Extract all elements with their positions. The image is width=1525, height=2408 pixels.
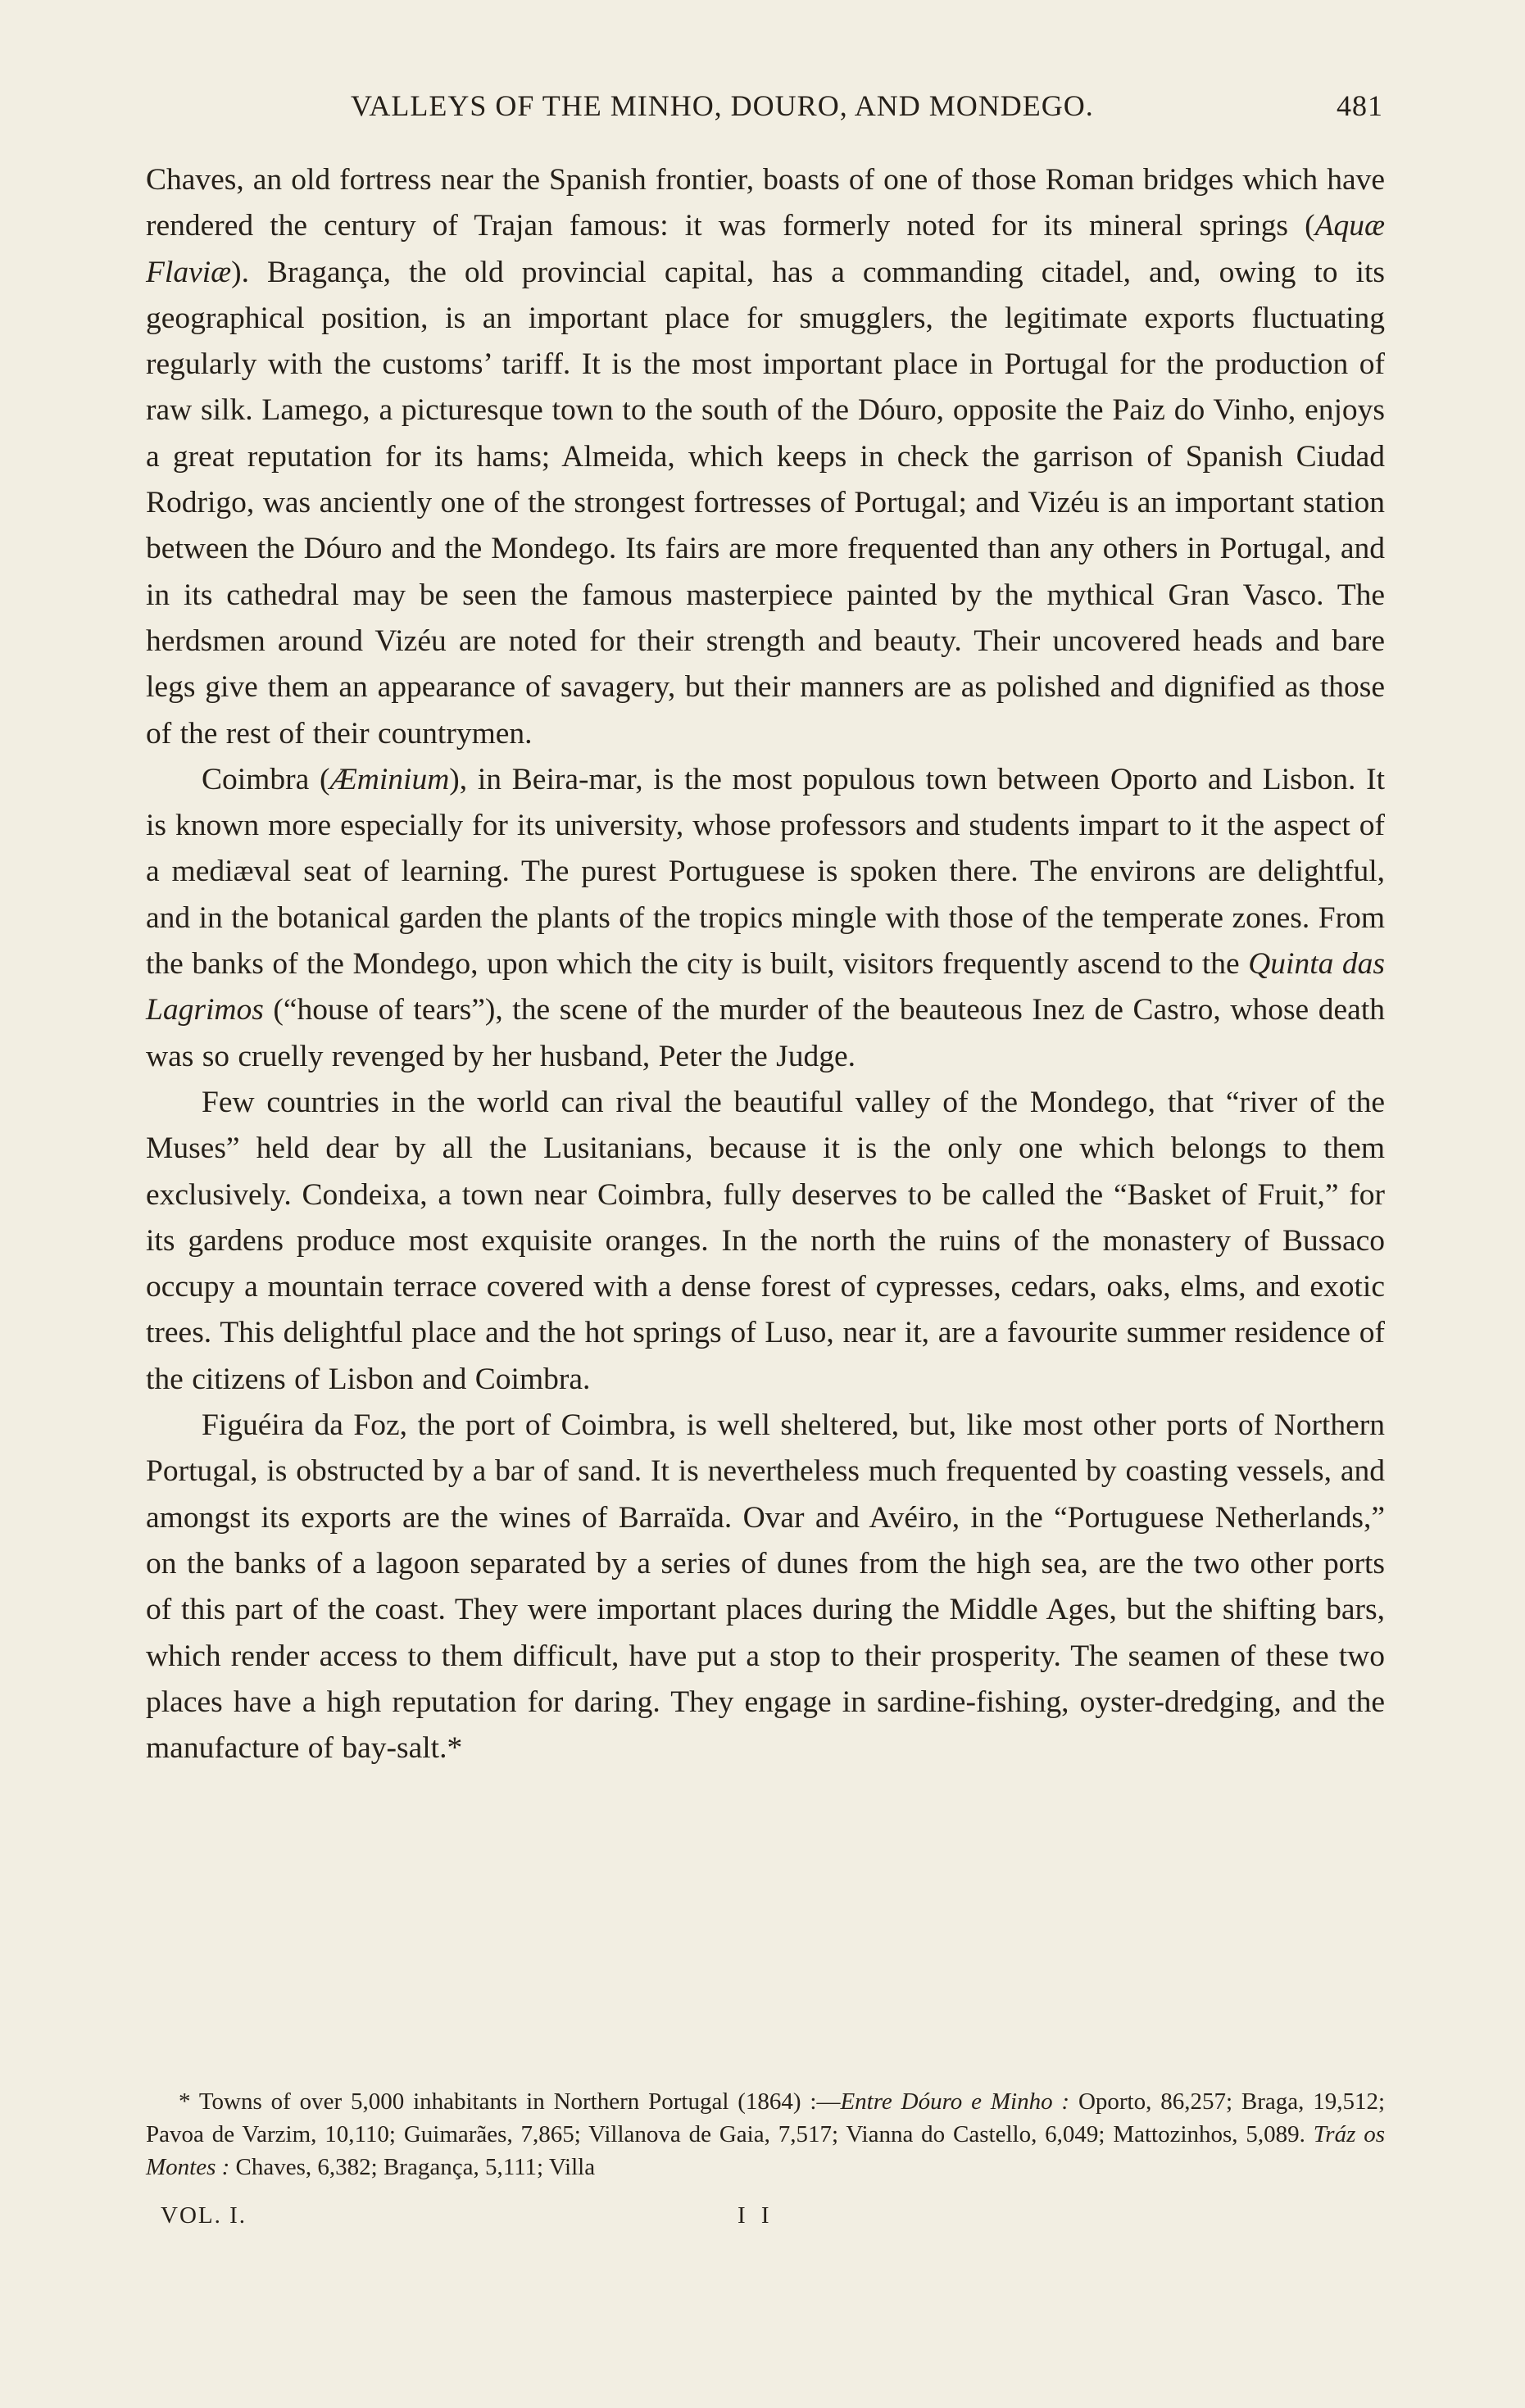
signature-line — [146, 2202, 1385, 2235]
text-run: Coimbra ( — [202, 762, 330, 796]
running-head — [146, 88, 1383, 128]
italic-run: Quinta das Lagrimos — [146, 947, 1386, 1027]
text-run: * Towns of over 5,000 inhabitants in Northern Portugal (1864) :— — [179, 2088, 841, 2115]
footnote-text — [146, 2085, 1385, 2184]
running-title: VALLEYS OF THE MINHO, DOURO, AND MONDEGO. — [351, 89, 1094, 122]
volume-label: VOL. I. — [161, 2202, 247, 2229]
text-run: (“house of tears”), the scene of the murder of the beauteous Inez de Castro, whose death was so cruelly revenged by her husband, Peter the Judge. — [146, 993, 1385, 1073]
signature-mark: I I — [738, 2202, 774, 2229]
italic-run: Tráz os Montes : — [146, 2121, 1385, 2180]
text-run: Few countries in the world can rival the beautiful valley of the Mondego, that “river of the Muses” held dear by all the Lusitanians, because it is the only one which belongs to them exclusively. Condeixa, a town near Coimbra, fully deserves to be called the “Basket of Fruit,” for its gardens produce most exquisite oranges. In the north the ruins of the monastery of Bussaco occupy a mountain terrace covered with a dense forest of cypresses, cedars, oaks, elms, and exotic trees. This delightful place and the hot springs of Luso, near it, are a favourite summer residence of the citizens of Lisbon and Coimbra. — [146, 1085, 1385, 1396]
body-text — [146, 157, 1385, 1771]
text-run: Oporto, 86,257; Braga, 19,512; Pavoa de Varzim, 10,110; Guimarães, 7,865; Villanova de Gaia, 7,517; Vianna do Castello, 6,049; Mattozinhos, 5,089. — [146, 2088, 1385, 2147]
paragraph — [146, 157, 1385, 757]
text-run: ). Bragança, the old provincial capital, has a commanding citadel, and, owing to its geographical position, is an important place for smugglers, the legitimate exports fluctuating regularly with the customs’ tariff. It is the most important place in Portugal for the production of raw silk. Lamego, a picturesque town to the south of the Dóuro, opposite the Paiz do Vinho, enjoys a great reputation for its hams; Almeida, which keeps in check the garrison of Spanish Ciudad Rodrigo, was anciently one of the strongest fortresses of Portugal; and Vizéu is an important station between the Dóuro and the Mondego. Its fairs are more frequented than any others in Portugal, and in its cathedral may be seen the famous masterpiece painted by the mythical Gran Vasco. The herdsmen around Vizéu are noted for their strength and beauty. Their uncovered heads and bare legs give them an appearance of savagery, but their manners are as polished and dignified as those of the rest of their countrymen. — [146, 255, 1385, 751]
text-run: ), in Beira-mar, is the most populous town between Oporto and Lisbon. It is known more especially for its university, whose professors and students impart to it the aspect of a mediæval seat of learning. The purest Portuguese is spoken there. The environs are delightful, and in the botanical garden the plants of the tropics mingle with those of the temperate zones. From the banks of the Mondego, upon which the city is built, visitors frequently ascend to the — [146, 762, 1385, 982]
italic-run: Æminium — [329, 762, 450, 796]
text-run: Chaves, 6,382; Bragança, 5,111; Villa — [229, 2154, 596, 2180]
footnote — [146, 2085, 1385, 2184]
italic-run: Aquæ Flaviæ — [146, 209, 1385, 289]
page-number: 481 — [1337, 89, 1383, 122]
text-run: Figuéira da Foz, the port of Coimbra, is well sheltered, but, like most other ports of Northern Portugal, is obstructed by a bar of sand. It is nevertheless much frequented by coasting vessels, and amongst its exports are the wines of Barraïda. Ovar and Avéiro, in the “Portuguese Netherlands,” on the banks of a lagoon separated by a series of dunes from the high sea, are the two other ports of this part of the coast. They were important places during the Middle Ages, but the shifting bars, which render access to them difficult, have put a stop to their prosperity. The seamen of these two places have a high reputation for daring. They engage in sardine-fishing, oyster-dredging, and the manufacture of bay-salt.* — [146, 1408, 1385, 1766]
paragraph — [146, 1403, 1385, 1771]
italic-run: Entre Dóuro e Minho : — [840, 2088, 1070, 2115]
paragraph — [146, 757, 1385, 1080]
paragraph — [146, 1080, 1385, 1403]
text-run: Chaves, an old fortress near the Spanish frontier, boasts of one of those Roman bridges which have rendered the century of Trajan famous: it was formerly noted for its mineral springs ( — [146, 163, 1385, 243]
